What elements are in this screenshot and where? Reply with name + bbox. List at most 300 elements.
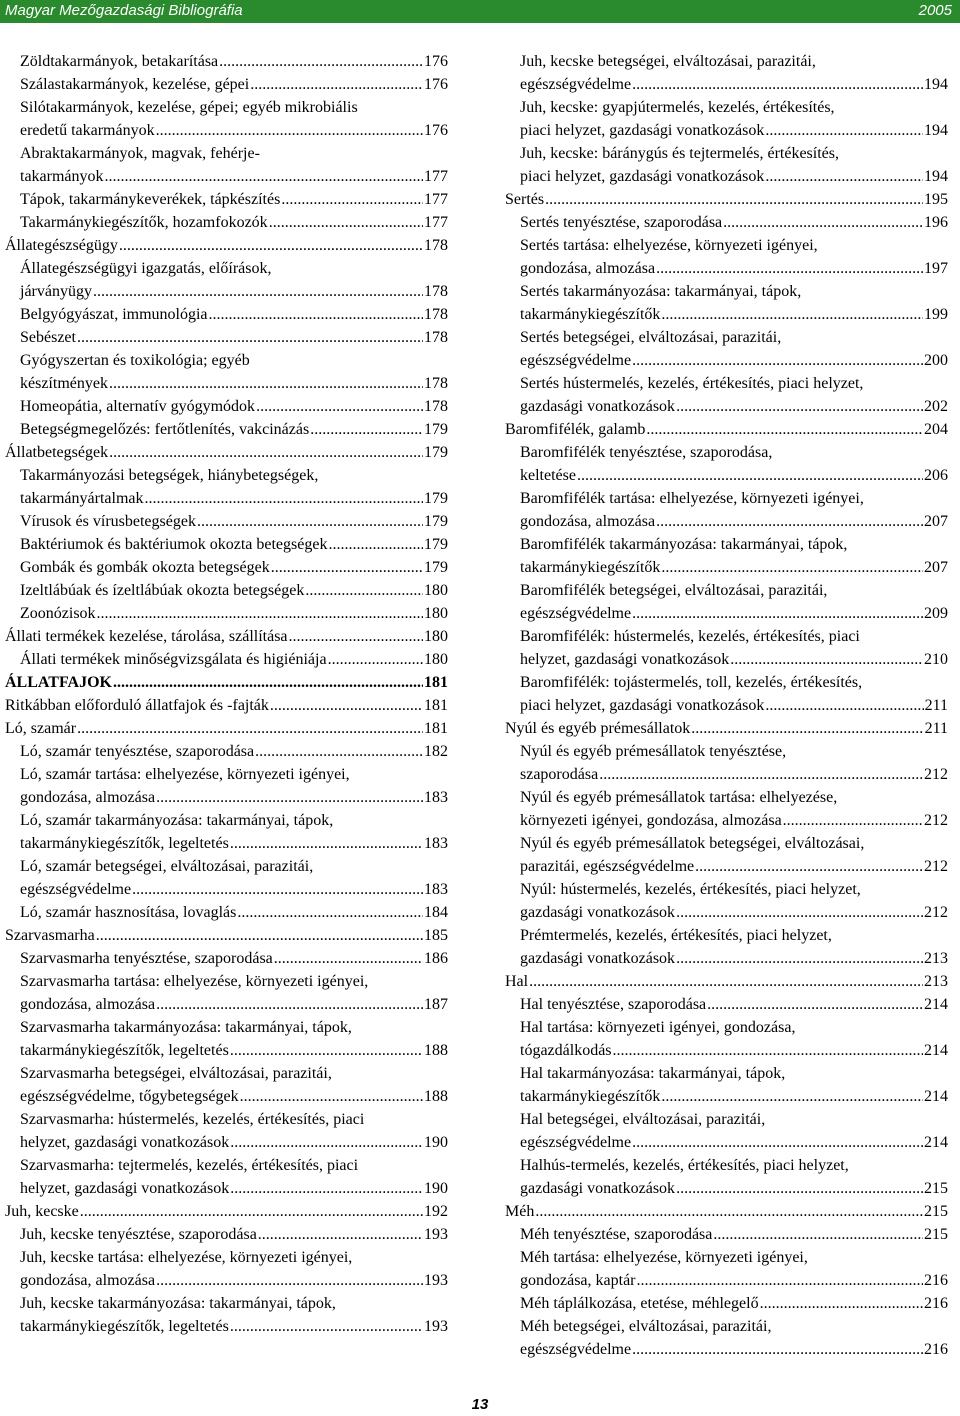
- dot-leader: [535, 1200, 923, 1223]
- dot-leader: [730, 648, 923, 671]
- toc-entry-text: Juh, kecske: [5, 1203, 79, 1220]
- toc-page-number: 176: [424, 53, 448, 70]
- toc-entry-text: készítmények: [20, 375, 108, 392]
- dot-leader: [156, 786, 423, 809]
- toc-entry-text: takarmánykiegészítők: [520, 559, 661, 576]
- toc-page-number: 179: [424, 444, 448, 461]
- dot-leader: [632, 73, 923, 96]
- toc-entry-text: Ló, szamár tenyésztése, szaporodása: [20, 743, 255, 760]
- toc-entry-text: Nyúl és egyéb prémesállatok tenyésztése,: [520, 743, 787, 760]
- toc-page-number: 180: [424, 628, 448, 645]
- toc-entry-text: Sertés tartása: elhelyezése, környezeti igényei,: [520, 237, 818, 254]
- toc-page-number: 176: [424, 122, 448, 139]
- toc-entry: [5, 579, 448, 602]
- toc-page-number: 187: [424, 996, 448, 1013]
- toc-entry-text: tógazdálkodás: [520, 1042, 612, 1059]
- toc-page-number: 215: [924, 1180, 948, 1197]
- toc-page-number: 180: [424, 651, 448, 668]
- dot-leader: [305, 579, 423, 602]
- toc-entry: [505, 487, 948, 533]
- toc-entry: [505, 717, 948, 740]
- toc-entry: [5, 694, 448, 717]
- toc-entry-text: gondozása, almozása: [20, 1272, 156, 1289]
- toc-entry: [505, 533, 948, 579]
- toc-entry-text: Takarmánykiegészítők, hozamfokozók: [20, 214, 268, 231]
- toc-entry-text: Ritkábban előforduló állatfajok és -fajták: [5, 697, 269, 714]
- toc-entry-text: Juh, kecske tenyésztése, szaporodása: [20, 1226, 257, 1243]
- toc-page-number: 206: [924, 467, 948, 484]
- toc-entry-text: Méh: [505, 1203, 535, 1220]
- toc-page-number: 204: [924, 421, 948, 438]
- dot-leader: [613, 1039, 923, 1062]
- toc-entry: [5, 1292, 448, 1338]
- dot-leader: [240, 1085, 423, 1108]
- dot-leader: [646, 418, 923, 441]
- dot-leader: [783, 809, 923, 832]
- toc-entry-text: Szarvasmarha takarmányozása: takarmányai, tápok,: [20, 1019, 352, 1036]
- dot-leader: [676, 947, 923, 970]
- toc-entry-text: környezeti igényei, gondozása, almozása: [520, 812, 782, 829]
- toc-entry-text: Sebészet: [20, 329, 76, 346]
- toc-entry-text: Nyúl: hústermelés, kezelés, értékesítés, piaci helyzet,: [520, 881, 861, 898]
- dot-leader: [230, 1131, 423, 1154]
- toc-entry: [505, 924, 948, 970]
- toc-page-number: 207: [924, 513, 948, 530]
- toc-entry: [5, 602, 448, 625]
- toc-entry: [5, 211, 448, 234]
- toc-entry: [5, 234, 448, 257]
- toc-entry-text: Tápok, takarmánykeverékek, tápkészítés: [20, 191, 281, 208]
- toc-entry-text: gondozása, almozása: [20, 789, 156, 806]
- toc-entry: [5, 924, 448, 947]
- dot-leader: [255, 740, 423, 763]
- toc-entry-text: Baromfifélék tartása: elhelyezése, környezeti igényei,: [520, 490, 864, 507]
- toc-entry: [505, 970, 948, 993]
- toc-entry: [505, 441, 948, 487]
- dot-leader: [310, 418, 423, 441]
- toc-page-number: 183: [424, 881, 448, 898]
- toc-entry: [505, 1292, 948, 1315]
- toc-entry-text: piaci helyzet, gazdasági vonatkozások: [520, 168, 765, 185]
- toc-entry-text: egészségvédelme: [520, 1134, 632, 1151]
- toc-entry-text: egészségvédelme: [20, 881, 132, 898]
- toc-entry: [5, 625, 448, 648]
- dot-leader: [289, 625, 423, 648]
- toc-entry-text: Állategészségügyi igazgatás, előírások,: [20, 260, 272, 277]
- dot-leader: [230, 1315, 423, 1338]
- dot-leader: [632, 1338, 923, 1361]
- toc-entry-text: gazdasági vonatkozások: [520, 950, 676, 967]
- toc-entry-text: egészségvédelme, tőgybetegségek: [20, 1088, 239, 1105]
- toc-entry-text: Ló, szamár tartása: elhelyezése, környezeti igényei,: [20, 766, 350, 783]
- toc-entry: [505, 96, 948, 142]
- toc-entry: [505, 50, 948, 96]
- toc-entry-text: Méh tartása: elhelyezése, környezeti igényei,: [520, 1249, 808, 1266]
- dot-leader: [230, 1177, 423, 1200]
- toc-entry: [505, 280, 948, 326]
- dot-leader: [97, 602, 423, 625]
- dot-leader: [197, 510, 423, 533]
- dot-leader: [529, 970, 923, 993]
- toc-page-number: 210: [924, 651, 948, 668]
- toc-entry: [5, 464, 448, 510]
- dot-leader: [77, 326, 423, 349]
- toc-entry: [5, 1246, 448, 1292]
- toc-entry-text: Halhús-termelés, kezelés, értékesítés, piaci helyzet,: [520, 1157, 849, 1174]
- header-title: Magyar Mezőgazdasági Bibliográfia: [5, 2, 243, 19]
- toc-entry-text: piaci helyzet, gazdasági vonatkozások: [520, 122, 765, 139]
- dot-leader: [765, 165, 923, 188]
- dot-leader: [80, 1200, 423, 1223]
- toc-entry-text: Baktériumok és baktériumok okozta betegségek: [20, 536, 328, 553]
- toc-page-number: 209: [924, 605, 948, 622]
- toc-entry: [505, 1315, 948, 1361]
- toc-page-number: 194: [924, 76, 948, 93]
- toc-page-number: 184: [424, 904, 448, 921]
- toc-page-number: 190: [424, 1180, 448, 1197]
- toc-entry-text: Nyúl és egyéb prémesállatok: [505, 720, 691, 737]
- toc-page-number: 197: [924, 260, 948, 277]
- toc-entry-text: Méh betegségei, elváltozásai, parazitái,: [520, 1318, 772, 1335]
- toc-page-number: 207: [924, 559, 948, 576]
- toc-entry-text: gondozása, almozása: [20, 996, 156, 1013]
- toc-entry-text: Állati termékek minőségvizsgálata és higiéniája: [20, 651, 327, 668]
- toc-entry-text: helyzet, gazdasági vonatkozások: [520, 651, 730, 668]
- toc-entry-text: helyzet, gazdasági vonatkozások: [20, 1134, 230, 1151]
- toc-entry: [5, 1108, 448, 1154]
- dot-leader: [661, 1085, 923, 1108]
- dot-leader: [109, 441, 423, 464]
- dot-leader: [209, 303, 423, 326]
- toc-entry: [505, 993, 948, 1016]
- toc-entry-text: Szarvasmarha tartása: elhelyezése, környezeti igényei,: [20, 973, 369, 990]
- toc-page-number: 176: [424, 76, 448, 93]
- dot-leader: [119, 234, 423, 257]
- toc-entry-text: Izeltlábúak és ízeltlábúak okozta betegségek: [20, 582, 305, 599]
- toc-page-number: 177: [424, 191, 448, 208]
- toc-page-number: 185: [424, 927, 448, 944]
- toc-entry-text: Prémtermelés, kezelés, értékesítés, piaci helyzet,: [520, 927, 832, 944]
- toc-entry-text: eredetű takarmányok: [20, 122, 155, 139]
- dot-leader: [256, 395, 423, 418]
- toc-page-number: 202: [924, 398, 948, 415]
- toc-entry-text: Baromfifélék takarmányozása: takarmányai, tápok,: [520, 536, 848, 553]
- toc-entry-text: takarmánykiegészítők: [520, 1088, 661, 1105]
- dot-leader: [765, 694, 923, 717]
- toc-page-number: 211: [924, 720, 948, 737]
- toc-entry-text: Sertés betegségei, elváltozásai, parazitái,: [520, 329, 782, 346]
- toc-entry-text: Állategészségügy: [5, 237, 118, 254]
- toc-entry-text: Szarvasmarha: [5, 927, 95, 944]
- dot-leader: [270, 694, 423, 717]
- toc-entry-text: szaporodása: [520, 766, 599, 783]
- toc-entry-text: egészségvédelme: [520, 1341, 632, 1358]
- dot-leader: [145, 487, 424, 510]
- toc-entry: [5, 1200, 448, 1223]
- toc-page-number: 178: [424, 329, 448, 346]
- toc-page-number: 215: [924, 1203, 948, 1220]
- toc-page-number: 214: [924, 1088, 948, 1105]
- toc-entry-text: Baromfifélék: hústermelés, kezelés, értékesítés, piaci: [520, 628, 860, 645]
- toc-entry-text: keltetése: [520, 467, 576, 484]
- toc-page-number: 183: [424, 835, 448, 852]
- toc-entry-text: takarmányártalmak: [20, 490, 144, 507]
- toc-entry-text: egészségvédelme: [520, 76, 632, 93]
- toc-entry-text: gondozása, kaptár: [520, 1272, 636, 1289]
- toc-entry: [505, 1062, 948, 1108]
- dot-leader: [676, 395, 923, 418]
- toc-page-number: 178: [424, 398, 448, 415]
- toc-entry-text: Belgyógyászat, immunológia: [20, 306, 208, 323]
- toc-entry-text: Nyúl és egyéb prémesállatok betegségei, elváltozásai,: [520, 835, 865, 852]
- running-header: [0, 0, 960, 23]
- dot-leader: [545, 188, 923, 211]
- toc-entry-text: Méh tenyésztése, szaporodása: [520, 1226, 713, 1243]
- toc-page-number: 178: [424, 283, 448, 300]
- toc-entry-text: Ló, szamár takarmányozása: takarmányai, tápok,: [20, 812, 334, 829]
- toc-page-number: 178: [424, 306, 448, 323]
- toc-page-number: 178: [424, 237, 448, 254]
- toc-entry: [505, 1246, 948, 1292]
- toc-page-number: 177: [424, 214, 448, 231]
- toc-entry: [505, 625, 948, 671]
- toc-entry-text: járványügy: [20, 283, 92, 300]
- toc-page-number: 181: [424, 697, 448, 714]
- toc-entry-text: Takarmányozási betegségek, hiánybetegségek,: [20, 467, 319, 484]
- toc-page-number: 193: [424, 1226, 448, 1243]
- toc-entry-text: Sertés hústermelés, kezelés, értékesítés, piaci helyzet,: [520, 375, 864, 392]
- toc-entry-text: Sertés: [505, 191, 545, 208]
- toc-page-number: 215: [924, 1226, 948, 1243]
- toc-page-number: 196: [924, 214, 948, 231]
- toc-page-number: 180: [424, 582, 448, 599]
- toc-entry-text: Baromfifélék, galamb: [505, 421, 646, 438]
- toc-entry-text: takarmánykiegészítők, legeltetés: [20, 1318, 229, 1335]
- dot-leader: [691, 717, 923, 740]
- toc-entry: [505, 234, 948, 280]
- toc-entry-text: piaci helyzet, gazdasági vonatkozások: [520, 697, 765, 714]
- toc-page-number: 179: [424, 513, 448, 530]
- dot-leader: [281, 188, 423, 211]
- toc-entry: [5, 855, 448, 901]
- toc-page-number: 212: [924, 812, 948, 829]
- dot-leader: [219, 50, 423, 73]
- toc-page-number: 214: [924, 1134, 948, 1151]
- dot-leader: [632, 349, 923, 372]
- dot-leader: [105, 165, 423, 188]
- toc-page-number: 214: [924, 1042, 948, 1059]
- dot-leader: [707, 993, 923, 1016]
- toc-entry-text: Baromfifélék betegségei, elváltozásai, parazitái,: [520, 582, 828, 599]
- toc-entry-text: Ló, szamár: [5, 720, 77, 737]
- dot-leader: [661, 556, 923, 579]
- toc-entry: [5, 717, 448, 740]
- dot-leader: [77, 717, 423, 740]
- toc-page-number: 179: [424, 536, 448, 553]
- toc-page-number: 179: [424, 490, 448, 507]
- toc-page-number: 182: [424, 743, 448, 760]
- toc-entry: [505, 372, 948, 418]
- toc-entry: [5, 188, 448, 211]
- dot-leader: [661, 303, 923, 326]
- toc-entry-text: takarmányok: [20, 168, 104, 185]
- dot-leader: [328, 648, 423, 671]
- page-number: 13: [471, 1396, 489, 1413]
- toc-entry: [5, 73, 448, 96]
- toc-entry-text: Ló, szamár hasznosítása, lovaglás: [20, 904, 237, 921]
- dot-leader: [632, 1131, 923, 1154]
- toc-entry: [5, 970, 448, 1016]
- toc-entry-text: Hal: [505, 973, 529, 990]
- toc-entry-text: Sertés takarmányozása: takarmányai, tápok,: [520, 283, 802, 300]
- toc-page-number: 194: [924, 168, 948, 185]
- toc-page-number: 180: [424, 605, 448, 622]
- toc-entry-text: Baromfifélék tenyésztése, szaporodása,: [520, 444, 773, 461]
- toc-entry: [505, 211, 948, 234]
- toc-entry-text: Szálastakarmányok, kezelése, gépei: [20, 76, 250, 93]
- toc-entry: [505, 418, 948, 441]
- toc-page-number: 186: [424, 950, 448, 967]
- toc-entry: [5, 1154, 448, 1200]
- toc-entry-text: Nyúl és egyéb prémesállatok tartása: elhelyezése,: [520, 789, 838, 806]
- toc-entry: [5, 257, 448, 303]
- toc-entry-text: Vírusok és vírusbetegségek: [20, 513, 196, 530]
- toc-entry-text: Gyógyszertan és toxikológia; egyéb: [20, 352, 250, 369]
- dot-leader: [96, 924, 423, 947]
- toc-page-number: 188: [424, 1042, 448, 1059]
- toc-entry: [505, 1108, 948, 1154]
- toc-entry: [5, 418, 448, 441]
- toc-entry-text: Hal betegségei, elváltozásai, parazitái,: [520, 1111, 766, 1128]
- toc-entry: [505, 188, 948, 211]
- dot-leader: [274, 947, 423, 970]
- toc-page-number: 192: [424, 1203, 448, 1220]
- toc-entry: [5, 349, 448, 395]
- toc-entry: [5, 1062, 448, 1108]
- dot-leader: [765, 119, 923, 142]
- toc-entry: [5, 809, 448, 855]
- toc-page-number: 213: [924, 950, 948, 967]
- toc-page-number: 194: [924, 122, 948, 139]
- dot-leader: [250, 73, 423, 96]
- dot-leader: [656, 257, 923, 280]
- toc-entry-text: Zoonózisok: [20, 605, 96, 622]
- toc-page-number: 190: [424, 1134, 448, 1151]
- toc-entry-text: Juh, kecske betegségei, elváltozásai, parazitái,: [520, 53, 816, 70]
- toc-entry-text: helyzet, gazdasági vonatkozások: [20, 1180, 230, 1197]
- toc-entry-text: takarmánykiegészítők, legeltetés: [20, 1042, 229, 1059]
- toc-page-number: 179: [424, 421, 448, 438]
- toc-page-number: 179: [424, 559, 448, 576]
- dot-leader: [230, 1039, 423, 1062]
- toc-entry: [5, 1016, 448, 1062]
- toc-entry: [5, 763, 448, 809]
- toc-entry-text: Silótakarmányok, kezelése, gépei; egyéb mikrobiális: [20, 99, 358, 116]
- toc-page-number: 188: [424, 1088, 448, 1105]
- toc-entry: [5, 556, 448, 579]
- dot-leader: [271, 556, 423, 579]
- dot-leader: [109, 372, 423, 395]
- toc-entry-text: Juh, kecske: gyapjútermelés, kezelés, értékesítés,: [520, 99, 835, 116]
- dot-leader: [156, 993, 423, 1016]
- toc-page-number: 216: [924, 1341, 948, 1358]
- toc-page-number: 178: [424, 375, 448, 392]
- toc-entry: [505, 786, 948, 832]
- toc-entry: [505, 1016, 948, 1062]
- toc-entry-text: takarmánykiegészítők, legeltetés: [20, 835, 229, 852]
- toc-entry: [505, 1223, 948, 1246]
- dot-leader: [695, 855, 923, 878]
- toc-page-number: 212: [924, 858, 948, 875]
- toc-page-number: 181: [424, 720, 448, 737]
- toc-entry: [505, 1154, 948, 1200]
- toc-entry: [5, 533, 448, 556]
- toc-entry-text: Hal tartása: környezeti igényei, gondozása,: [520, 1019, 796, 1036]
- dot-leader: [760, 1292, 923, 1315]
- dot-leader: [723, 211, 923, 234]
- toc-page-number: 212: [924, 766, 948, 783]
- dot-leader: [93, 280, 423, 303]
- toc-page-number: 211: [924, 697, 948, 714]
- toc-entry-text: gazdasági vonatkozások: [520, 398, 676, 415]
- toc-entry-text: gazdasági vonatkozások: [520, 1180, 676, 1197]
- toc-entry-text: Juh, kecske takarmányozása: takarmányai, tápok,: [20, 1295, 336, 1312]
- toc-page-number: 214: [924, 996, 948, 1013]
- toc-entry-text: Méh táplálkozása, etetése, méhlegelő: [520, 1295, 759, 1312]
- toc-entry: [5, 96, 448, 142]
- toc-entry-text: Állati termékek kezelése, tárolása, szállítása: [5, 628, 288, 645]
- toc-entry-text: Homeopátia, alternatív gyógymódok: [20, 398, 256, 415]
- toc-entry-text: Szarvasmarha: tejtermelés, kezelés, értékesítés, piaci: [20, 1157, 359, 1174]
- toc-page-number: 199: [924, 306, 948, 323]
- toc-entry-text: egészségvédelme: [520, 352, 632, 369]
- toc-entry: [5, 50, 448, 73]
- toc-entry-text: Abraktakarmányok, magvak, fehérje-: [20, 145, 260, 162]
- dot-leader: [632, 602, 923, 625]
- toc-page-number: 195: [924, 191, 948, 208]
- toc-page-number: 183: [424, 789, 448, 806]
- toc-entry-text: Betegségmegelőzés: fertőtlenítés, vakcinázás: [20, 421, 310, 438]
- toc-entry: [505, 142, 948, 188]
- toc-entry-text: parazitái, egészségvédelme: [520, 858, 695, 875]
- dot-leader: [269, 211, 423, 234]
- toc-entry-text: Gombák és gombák okozta betegségek: [20, 559, 270, 576]
- toc-entry-text: Juh, kecske tartása: elhelyezése, környezeti igényei,: [20, 1249, 353, 1266]
- dot-leader: [656, 510, 923, 533]
- toc-entry: [5, 395, 448, 418]
- toc-entry-text: Szarvasmarha: hústermelés, kezelés, értékesítés, piaci: [20, 1111, 365, 1128]
- dot-leader: [599, 763, 923, 786]
- toc-entry-text: takarmánykiegészítők: [520, 306, 661, 323]
- toc-entry: [5, 441, 448, 464]
- toc-page-number: 193: [424, 1318, 448, 1335]
- dot-leader: [577, 464, 923, 487]
- toc-entry-text: Hal takarmányozása: takarmányai, tápok,: [520, 1065, 786, 1082]
- toc-entry-text: gondozása, almozása: [520, 260, 656, 277]
- toc-entry-text: Baromfifélék: tojástermelés, toll, kezelés, értékesítés,: [520, 674, 863, 691]
- toc-entry: [5, 648, 448, 671]
- toc-entry: [505, 878, 948, 924]
- dot-leader: [132, 878, 423, 901]
- toc-right-column: [505, 50, 948, 1361]
- toc-entry-text: Szarvasmarha betegségei, elváltozásai, parazitái,: [20, 1065, 332, 1082]
- toc-entry-text: Állatbetegségek: [5, 444, 109, 461]
- dot-leader: [637, 1269, 923, 1292]
- toc-entry-text: Ló, szamár betegségei, elváltozásai, parazitái,: [20, 858, 314, 875]
- toc-entry: [5, 142, 448, 188]
- toc-page-number: 181: [424, 674, 448, 691]
- toc-page-number: 212: [924, 904, 948, 921]
